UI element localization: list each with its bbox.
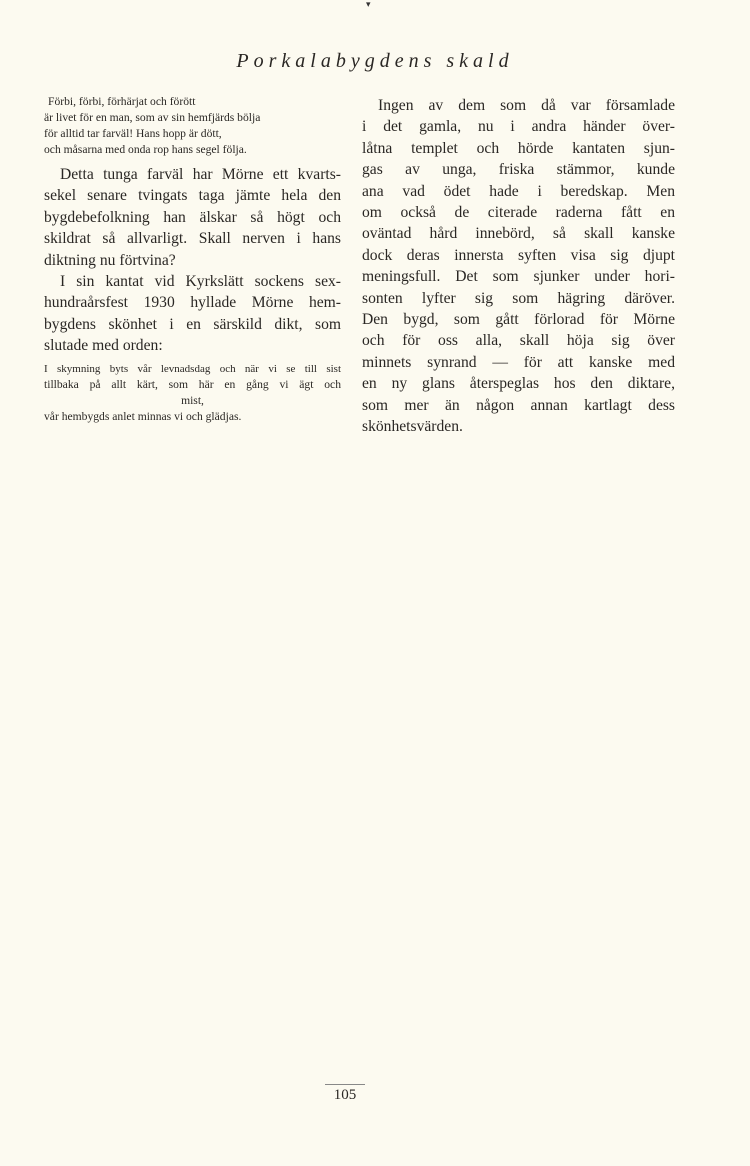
- text-line: I sin kantat vid Kyrkslätt sockens sex-: [60, 273, 341, 291]
- paragraph: [44, 164, 341, 357]
- text-line: om också de citerade raderna fått en: [362, 204, 675, 222]
- left-column: [44, 94, 341, 425]
- right-column: [362, 95, 675, 438]
- text-line: skönhetsvärden.: [362, 418, 463, 436]
- text-line: hundraårsfest 1930 hyllade Mörne hem-: [44, 294, 341, 312]
- text-line: sonten lyfter sig som hägring däröver.: [362, 289, 675, 307]
- text-line: dock deras innersta syften visa sig djupt: [362, 246, 675, 264]
- text-line: som mer än någon annan kartlagt dess: [362, 396, 675, 414]
- text-line: gas av unga, friska stämmor, kunde: [362, 161, 675, 179]
- poem-line: är livet för en man, som av sin hemfjärds bölja: [44, 111, 261, 124]
- poem-line: vår hembygds anlet minnas vi och glädjas.: [44, 409, 242, 423]
- poem-line: Förbi, förbi, förhärjat och förött: [48, 95, 196, 108]
- text-line: meningsfull. Det som sjunker under hori-: [362, 268, 675, 286]
- text-line: diktning nu förtvina?: [44, 251, 176, 269]
- page-number: 105: [325, 1084, 365, 1104]
- text-line: Den bygd, som gått förlorad för Mörne: [362, 311, 675, 329]
- text-line: slutade med orden:: [44, 337, 163, 355]
- text-line: sekel senare tvingats taga jämte hela den: [44, 187, 341, 205]
- text-line: låtna templet och hörde kantaten sjun-: [362, 139, 675, 157]
- poem-line: I skymning byts vår levnadsdag och när vi se till sist: [44, 362, 341, 375]
- text-line: och för oss alla, skall höja sig över: [362, 332, 675, 350]
- text-line: skildrat så allvarligt. Skall nerven i hans: [44, 230, 341, 248]
- text-line: Detta tunga farväl har Mörne ett kvarts-: [60, 166, 341, 183]
- text-line: i det gamla, nu i andra händer över-: [362, 118, 675, 136]
- text-line: ana vad ödet hade i beredskap. Men: [362, 182, 675, 200]
- running-title: Porkalabygdens skald: [236, 50, 514, 72]
- text-line: minnets synrand — för att kanske med: [362, 353, 675, 371]
- text-line: en ny glans återspeglas hos den diktare,: [362, 375, 675, 393]
- text-line: bygdens skönhet i en särskild dikt, som: [44, 315, 341, 333]
- poem-quote-2: [44, 361, 341, 425]
- poem-line: för alltid tar farväl! Hans hopp är dött,: [44, 127, 222, 140]
- text-line: Ingen av dem som då var församlade: [378, 97, 675, 114]
- poem-line: och måsarna med onda rop hans segel följa.: [44, 143, 247, 156]
- scan-mark: ▾: [366, 0, 371, 10]
- poem-line: mist,: [181, 393, 204, 407]
- text-line: bygdebefolkning han älskar så högt och: [44, 208, 341, 226]
- poem-line: tillbaka på allt kärt, som här en gång vi ägt och: [44, 377, 341, 391]
- poem-quote-1: [44, 94, 341, 158]
- text-line: oväntad hård innebörd, så skall kanske: [362, 225, 675, 243]
